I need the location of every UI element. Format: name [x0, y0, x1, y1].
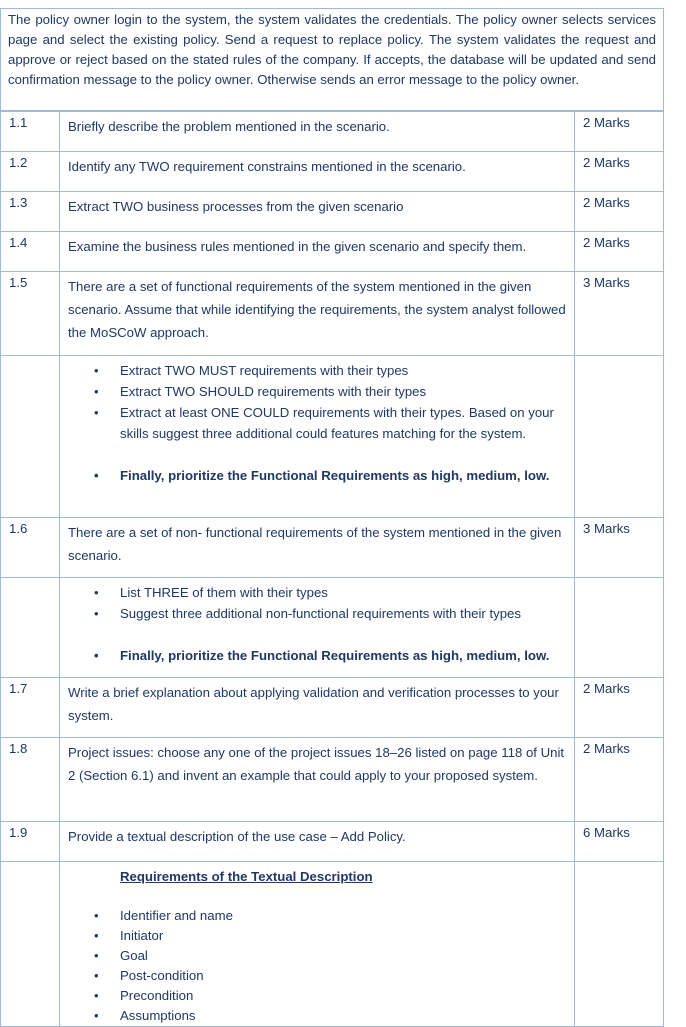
list-item: • Assumptions [120, 1006, 566, 1026]
question-text: Examine the business rules mentioned in the given scenario and specify them. [60, 232, 575, 272]
list-item: • Finally, prioritize the Functional Requirements as high, medium, low. [120, 645, 566, 666]
list-item: • List THREE of them with their types [120, 582, 566, 603]
table-row [1, 738, 664, 822]
table-row [1, 356, 664, 518]
question-marks: 2 Marks [575, 232, 664, 272]
question-marks: 2 Marks [575, 192, 664, 232]
table-row [1, 518, 664, 578]
question-number: 1.4 [1, 232, 60, 272]
question-text: Identify any TWO requirement constrains mentioned in the scenario. [60, 152, 575, 192]
bullet-list [68, 360, 566, 486]
subheading: Requirements of the Textual Description [120, 869, 373, 884]
bullet-list [68, 582, 566, 666]
list-item: • Precondition [120, 986, 566, 1006]
list-item: • Extract at least ONE COULD requirements with their types. Based on your skills suggest three additional could features matching for the system. [120, 402, 566, 444]
question-text: There are a set of non- functional requirements of the system mentioned in the given scenario. [60, 518, 575, 578]
question-marks: 3 Marks [575, 518, 664, 578]
list-item: • Goal [120, 946, 566, 966]
table-row [1, 192, 664, 232]
question-text: Provide a textual description of the use case – Add Policy. [60, 822, 575, 862]
scenario-paragraph: The policy owner login to the system, the system validates the credentials. The policy owner selects services page and select the existing policy. Send a request to replace policy. The system validates the request and approve or reject based on the stated rules of the company. If accepts, the database will be updated and send confirmation message to the policy owner. Otherwise sends an error message to the policy owner. [0, 8, 664, 111]
question-number: 1.1 [1, 112, 60, 152]
question-number: 1.9 [1, 822, 60, 862]
question-marks: 2 Marks [575, 738, 664, 822]
question-number: 1.8 [1, 738, 60, 822]
question-number: 1.6 [1, 518, 60, 578]
list-item: • Initiator [120, 926, 566, 946]
table-row [1, 578, 664, 678]
question-text: Project issues: choose any one of the project issues 18–26 listed on page 118 of Unit 2 (Section 6.1) and invent an example that could apply to your proposed system. [60, 738, 575, 822]
question-marks: 2 Marks [575, 112, 664, 152]
table-row [1, 822, 664, 862]
list-item: • Identifier and name [120, 906, 566, 926]
table-row [1, 152, 664, 192]
table-row [1, 112, 664, 152]
question-text: Briefly describe the problem mentioned in the scenario. [60, 112, 575, 152]
list-item: • Finally, prioritize the Functional Requirements as high, medium, low. [120, 465, 566, 486]
question-number: 1.5 [1, 272, 60, 356]
table-row [1, 272, 664, 356]
assignment-document [0, 8, 664, 1027]
question-marks: 2 Marks [575, 152, 664, 192]
list-item: • Extract TWO SHOULD requirements with their types [120, 381, 566, 402]
question-marks: 3 Marks [575, 272, 664, 356]
list-item: • Suggest three additional non-functional requirements with their types [120, 603, 566, 624]
bullet-list [68, 906, 566, 1026]
table-row [1, 678, 664, 738]
question-text: There are a set of functional requirements of the system mentioned in the given scenario. Assume that while identifying the requirements, the system analyst followed the MoSCoW approach. [60, 272, 575, 356]
question-marks: 2 Marks [575, 678, 664, 738]
question-text: Extract TWO business processes from the given scenario [60, 192, 575, 232]
list-item: • Extract TWO MUST requirements with their types [120, 360, 566, 381]
table-row [1, 862, 664, 1027]
table-row [1, 232, 664, 272]
question-marks: 6 Marks [575, 822, 664, 862]
list-item: • Post-condition [120, 966, 566, 986]
question-number: 1.2 [1, 152, 60, 192]
question-number: 1.7 [1, 678, 60, 738]
question-number: 1.3 [1, 192, 60, 232]
question-text: Write a brief explanation about applying validation and verification processes to your system. [60, 678, 575, 738]
questions-table [0, 111, 664, 1027]
